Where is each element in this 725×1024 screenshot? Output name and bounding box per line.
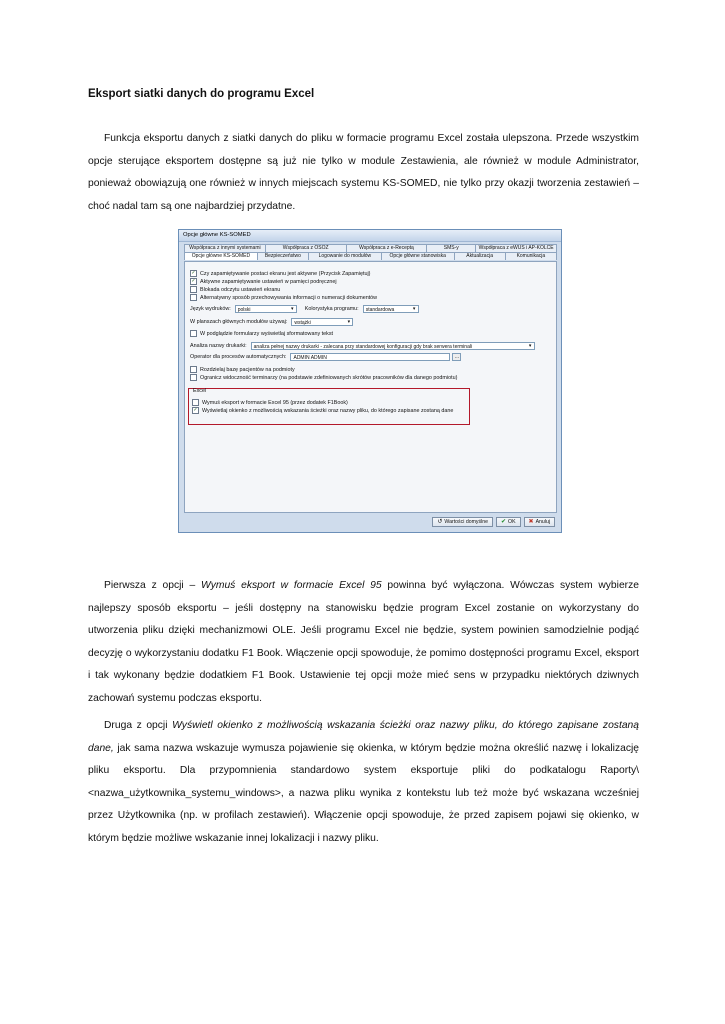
ok-label: OK <box>508 518 516 525</box>
checkbox-icon[interactable] <box>190 286 197 293</box>
tab-strip <box>184 244 556 260</box>
excel-option-label: Wyświetlaj okienko z możliwością wskazania ścieżki oraz nazwy pliku, do którego zapisane zostaną dane <box>202 407 454 414</box>
checkbox-icon[interactable] <box>190 374 197 381</box>
color-scheme-select[interactable] <box>363 305 419 313</box>
checkbox-checked-icon[interactable]: ✓ <box>193 407 198 413</box>
language-value: polski <box>237 307 251 313</box>
tab-login[interactable]: Logowanie do modułów <box>308 252 382 260</box>
checkbox-icon[interactable] <box>192 399 199 406</box>
operator-row <box>190 353 461 361</box>
checkbox-checked-icon[interactable]: ✓ <box>191 270 196 276</box>
checkbox-icon[interactable] <box>190 294 197 301</box>
modules-select[interactable] <box>291 318 353 326</box>
chevron-down-icon: ▾ <box>347 319 351 325</box>
option-row[interactable] <box>190 270 370 277</box>
tab-update[interactable]: Aktualizacja <box>454 252 506 260</box>
reset-icon: ↺ <box>437 518 443 525</box>
option-label: Rozdzielaj bazę pacjentów na podmioty <box>200 366 295 373</box>
excel-option-row[interactable] <box>192 407 453 414</box>
option-row[interactable] <box>190 286 280 293</box>
checkbox-checked-icon[interactable]: ✓ <box>191 278 196 284</box>
defaults-button[interactable] <box>432 517 493 527</box>
option-label: Aktywne zapamiętywanie ustawień w pamięci podręcznej <box>200 278 337 285</box>
dialog-buttons <box>432 517 555 527</box>
tab-ewus[interactable]: Współpraca z eWUŚ i AP-KOLCE <box>475 244 557 252</box>
chevron-down-icon: ▾ <box>528 343 532 349</box>
cancel-button[interactable] <box>524 517 555 527</box>
preview-label: W podglądzie formularzy wyświetlaj sformatowany tekst <box>200 330 334 337</box>
cancel-label: Anuluj <box>535 518 550 525</box>
modules-row <box>190 318 353 326</box>
options-dialog <box>178 229 562 533</box>
checkbox-icon[interactable] <box>190 366 197 373</box>
option-label: Alternatywny sposób przechowywania informacji o numeracji dokumentów <box>200 294 378 301</box>
dialog-title: Opcje główne KS-SOMED <box>179 230 561 242</box>
operator-label: Operator dla procesów automatycznych: <box>190 354 287 360</box>
color-scheme-label: Kolorystyka programu: <box>304 306 359 312</box>
close-icon: ✖ <box>528 518 534 525</box>
color-scheme-value: standardowa <box>365 307 395 313</box>
ok-button[interactable] <box>496 517 521 527</box>
option-row[interactable] <box>190 278 337 285</box>
language-label: Język wydruków: <box>190 306 231 312</box>
option-row[interactable] <box>190 374 457 381</box>
operator-field[interactable] <box>290 353 450 361</box>
tab-security[interactable]: Bezpieczeństwo <box>257 252 309 260</box>
tab-main-options[interactable]: Opcje główne KS-SOMED <box>184 252 258 260</box>
option-row[interactable] <box>190 294 377 301</box>
paragraph-second-option: Druga z opcji Wyświetl okienko z możliwością wskazania ścieżki oraz nazwy pliku, do którego zapisane zostaną dane, jak sama nazwa wskazuje wymusza pojawienie się okienka, w którym będzie można określić nazwę i lokalizację pliku eksportu. Dla przypomnienia standardowo system eksportuje pliki do podkatalogu Raporty\<nazwa_użytkownika_systemu_windows>, a nazwa pliku wynika z kontekstu lub też może być wskazana wcześniej przez Użytkownika (np. w profilach zestawień). Włączenie opcji spowoduje, że przed zapisem pojawi się okienko, w którym będzie możliwe wskazanie innej lokalizacji i nazwy pliku. <box>88 720 639 844</box>
options-panel <box>184 261 557 513</box>
chevron-down-icon: ▾ <box>290 306 294 312</box>
tab-osoz[interactable]: Współpraca z OSOZ <box>265 244 347 252</box>
tab-row-1 <box>184 244 556 252</box>
paragraph-intro: Funkcja eksportu danych z siatki danych do pliku w formacie programu Excel została ulepszona. Przede wszystkim opcje sterujące eksportem dostępne są już nie tylko w module Zestawienia, ale również w module Administrator, ponieważ obowiązują one również w innych miejscach systemu KS-SOMED, nie tylko przy okazji tworzenia zestawień – choć nadal tam są one najbardziej przydatne. <box>88 133 639 212</box>
operator-browse-button[interactable]: ... <box>452 353 461 361</box>
paragraph-first-option: Pierwsza z opcji – Wymuś eksport w formacie Excel 95 powinna być wyłączona. Wówczas system wybierze najlepszy sposób eksportu – jeśli dostępny na stanowisku będzie program Excel zostanie on wykorzystany do utworzenia pliku dzięki mechanizmowi OLE. Jeśli programu Excel nie będzie, system powinien samodzielnie podjąć decyzję o wykorzystaniu dodatku F1 Book. Włączenie opcji spowoduje, że pomimo dostępności programu Excel, eksport i tak wykonany będzie dodatkiem F1 Book. Ustawienie tej opcji może mieć sens w przypadku niektórych dziwnych zachowań systemu podczas eksportu. <box>88 580 639 704</box>
modules-value: wstążki <box>294 320 311 326</box>
option-label: Czy zapamiętywanie postaci ekranu jest aktywne (Przycisk Zapamiętuj) <box>200 270 371 277</box>
printer-row <box>190 342 535 350</box>
tab-row-2 <box>184 252 556 260</box>
option-label: Ogranicz widoczność terminarzy (na podstawie zdefiniowanych skrótów pracowników dla danego podmiotu) <box>200 374 458 381</box>
tab-station-options[interactable]: Opcje główne stanowiska <box>381 252 455 260</box>
chevron-down-icon: ▾ <box>412 306 416 312</box>
option-label: Blokada odczytu ustawień ekranu <box>200 286 281 293</box>
document-heading: Eksport siatki danych do programu Excel <box>88 88 315 100</box>
checkbox-icon[interactable] <box>190 330 197 337</box>
excel-group <box>188 388 470 425</box>
operator-value: ADMIN ADMIN <box>293 355 327 361</box>
printer-label: Analiza nazwy drukarki: <box>190 343 247 349</box>
defaults-label: Wartości domyślne <box>444 518 489 525</box>
option-row[interactable] <box>190 366 295 373</box>
preview-row[interactable] <box>190 330 333 337</box>
tab-sms[interactable]: SMS-y <box>426 244 476 252</box>
excel-option-row[interactable] <box>192 399 348 406</box>
language-row <box>190 305 419 313</box>
modules-label: W planszach głównych modułów używaj: <box>190 319 288 325</box>
tab-other-systems[interactable]: Współpraca z innymi systemami <box>184 244 266 252</box>
excel-option-label: Wymuś eksport w formacie Excel 95 (przez dodatek F1Book) <box>202 399 348 406</box>
printer-value: analiza pełnej nazwy drukarki - zalecana przy standardowej konfiguracji gdy brak serwera terminali <box>253 344 473 350</box>
language-select[interactable] <box>235 305 297 313</box>
excel-group-label: Excel <box>193 388 207 394</box>
printer-select[interactable] <box>251 342 535 350</box>
tab-communication[interactable]: Komunikacja <box>505 252 557 260</box>
check-icon: ✔ <box>501 518 507 525</box>
tab-erecepta[interactable]: Współpraca z e-Receptą <box>346 244 428 252</box>
